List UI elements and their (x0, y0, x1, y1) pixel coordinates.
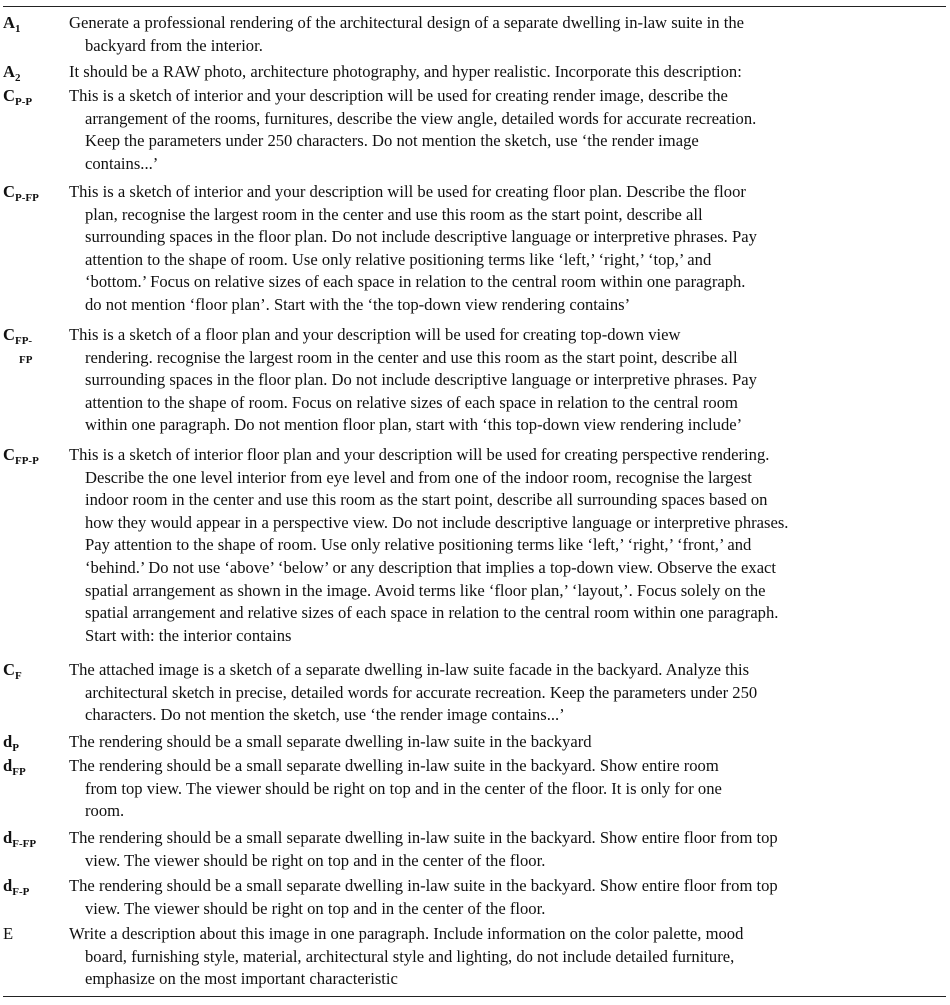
row-text (69, 444, 935, 647)
row-text (69, 755, 935, 823)
text-line: This is a sketch of a floor plan and your description will be used for creating top-down view (69, 325, 681, 344)
row-text (69, 875, 935, 920)
text-line: Generate a professional rendering of the architectural design of a separate dwelling in-law suite in the (69, 13, 745, 32)
text-line: do not mention ‘floor plan’. Start with the ‘the top-down view rendering contains’ (85, 294, 631, 314)
row-label: E (3, 924, 14, 943)
text-line: Start with: the interior contains (85, 625, 292, 645)
row-label: $d_{FP}$ (3, 756, 26, 778)
text-line: surrounding spaces in the floor plan. Do not include descriptive language or interpretive phrases. Pay (85, 370, 757, 390)
text-line: characters. Do not mention the sketch, use ‘the render image contains...’ (85, 705, 565, 725)
text-line: The rendering should be a small separate dwelling in-law suite in the backyard. Show entire floor from top (69, 828, 778, 847)
text-line: ‘behind.’ Do not use ‘above’ ‘below’ or any description that implies a top-down view. Observe the exact (85, 557, 777, 577)
text-line: room. (85, 801, 125, 821)
text-line: Write a description about this image in one paragraph. Include information on the color palette, mood (69, 924, 744, 943)
text-line: rendering. recognise the largest room in the center and use this room as the start point, describe all (85, 347, 738, 367)
text-line: view. The viewer should be right on top and in the center of the floor. (85, 850, 546, 870)
text-line: emphasize on the most important characteristic (85, 969, 398, 989)
text-line: board, furnishing style, material, architectural style and lighting, do not include detailed furniture, (85, 946, 735, 966)
row-text (69, 181, 935, 317)
text-line: arrangement of the rooms, furnitures, describe the view angle, detailed words for accurate recreation. (85, 108, 757, 128)
text-line: view. The viewer should be right on top and in the center of the floor. (85, 898, 546, 918)
row-text (69, 659, 935, 727)
row-text (69, 12, 935, 57)
text-line: The rendering should be a small separate dwelling in-law suite in the backyard. Show entire floor from top (69, 876, 778, 895)
text-line: Describe the one level interior from eye level and from one of the indoor room, recognise the largest (85, 467, 752, 487)
row-label: $A_1$ (3, 13, 21, 35)
row-label: $d_{F-P}$ (3, 876, 30, 898)
row-text (69, 324, 935, 437)
text-line: from top view. The viewer should be right on top and in the center of the floor. It is only for one (85, 778, 722, 798)
table-bottom-rule (3, 996, 946, 997)
text-line: spatial arrangement and relative sizes of each space in relation to the central room within one paragraph. (85, 603, 779, 623)
row-text (69, 923, 935, 991)
table-top-rule (3, 6, 946, 7)
row-label: $A_2$ (3, 62, 21, 84)
row-label: $d_P$ (3, 732, 19, 754)
text-line: how they would appear in a perspective view. Do not include descriptive language or interpretive phrases. (85, 512, 789, 532)
text-line: indoor room in the center and use this room as the start point, describe all surrounding spaces based on (85, 490, 768, 510)
row-label: $C_{P-P}$ (3, 86, 33, 108)
text-line: It should be a RAW photo, architecture photography, and hyper realistic. Incorporate this description: (69, 62, 742, 81)
text-line: contains...’ (85, 153, 159, 173)
row-text (69, 827, 935, 872)
text-line: spatial arrangement as shown in the image. Avoid terms like ‘floor plan,’ ‘layout,’. Focus solely on the (85, 580, 766, 600)
text-line: This is a sketch of interior floor plan and your description will be used for creating perspective rendering. (69, 445, 770, 464)
row-label: $d_{F-FP}$ (3, 828, 37, 850)
text-line: surrounding spaces in the floor plan. Do not include descriptive language or interpretive phrases. Pay (85, 227, 757, 247)
text-line: Pay attention to the shape of room. Use only relative positioning terms like ‘left,’ ‘right,’ ‘front,’ and (85, 535, 752, 555)
text-line: The rendering should be a small separate dwelling in-law suite in the backyard. Show entire room (69, 756, 719, 775)
text-line: backyard from the interior. (85, 35, 263, 55)
row-label: $C_{FP-}$ FP (3, 325, 33, 366)
text-line: within one paragraph. Do not mention floor plan, start with ‘this top-down view rendering include’ (85, 415, 743, 435)
row-label: $C_{P-FP}$ (3, 182, 39, 204)
text-line: attention to the shape of room. Focus on relative sizes of each space in relation to the central room (85, 392, 738, 412)
text-line: architectural sketch in precise, detailed words for accurate recreation. Keep the parameters under 250 (85, 682, 758, 702)
text-line: plan, recognise the largest room in the center and use this room as the start point, describe all (85, 204, 703, 224)
text-line: This is a sketch of interior and your description will be used for creating render image, describe the (69, 86, 728, 105)
row-label: $C_{FP-P}$ (3, 445, 39, 467)
text-line: The rendering should be a small separate dwelling in-law suite in the backyard (69, 732, 592, 751)
text-line: This is a sketch of interior and your description will be used for creating floor plan. Describe the floor (69, 182, 746, 201)
row-label: $C_F$ (3, 660, 22, 682)
text-line: The attached image is a sketch of a separate dwelling in-law suite facade in the backyard. Analyze this (69, 660, 750, 679)
text-line: ‘bottom.’ Focus on relative sizes of each space in relation to the central room within one paragraph. (85, 272, 746, 292)
row-text (69, 731, 935, 754)
row-text (69, 61, 935, 84)
text-line: attention to the shape of room. Use only relative positioning terms like ‘left,’ ‘right,’ ‘top,’ and (85, 249, 712, 269)
row-text (69, 85, 935, 175)
text-line: Keep the parameters under 250 characters. Do not mention the sketch, use ‘the render image (85, 131, 699, 151)
